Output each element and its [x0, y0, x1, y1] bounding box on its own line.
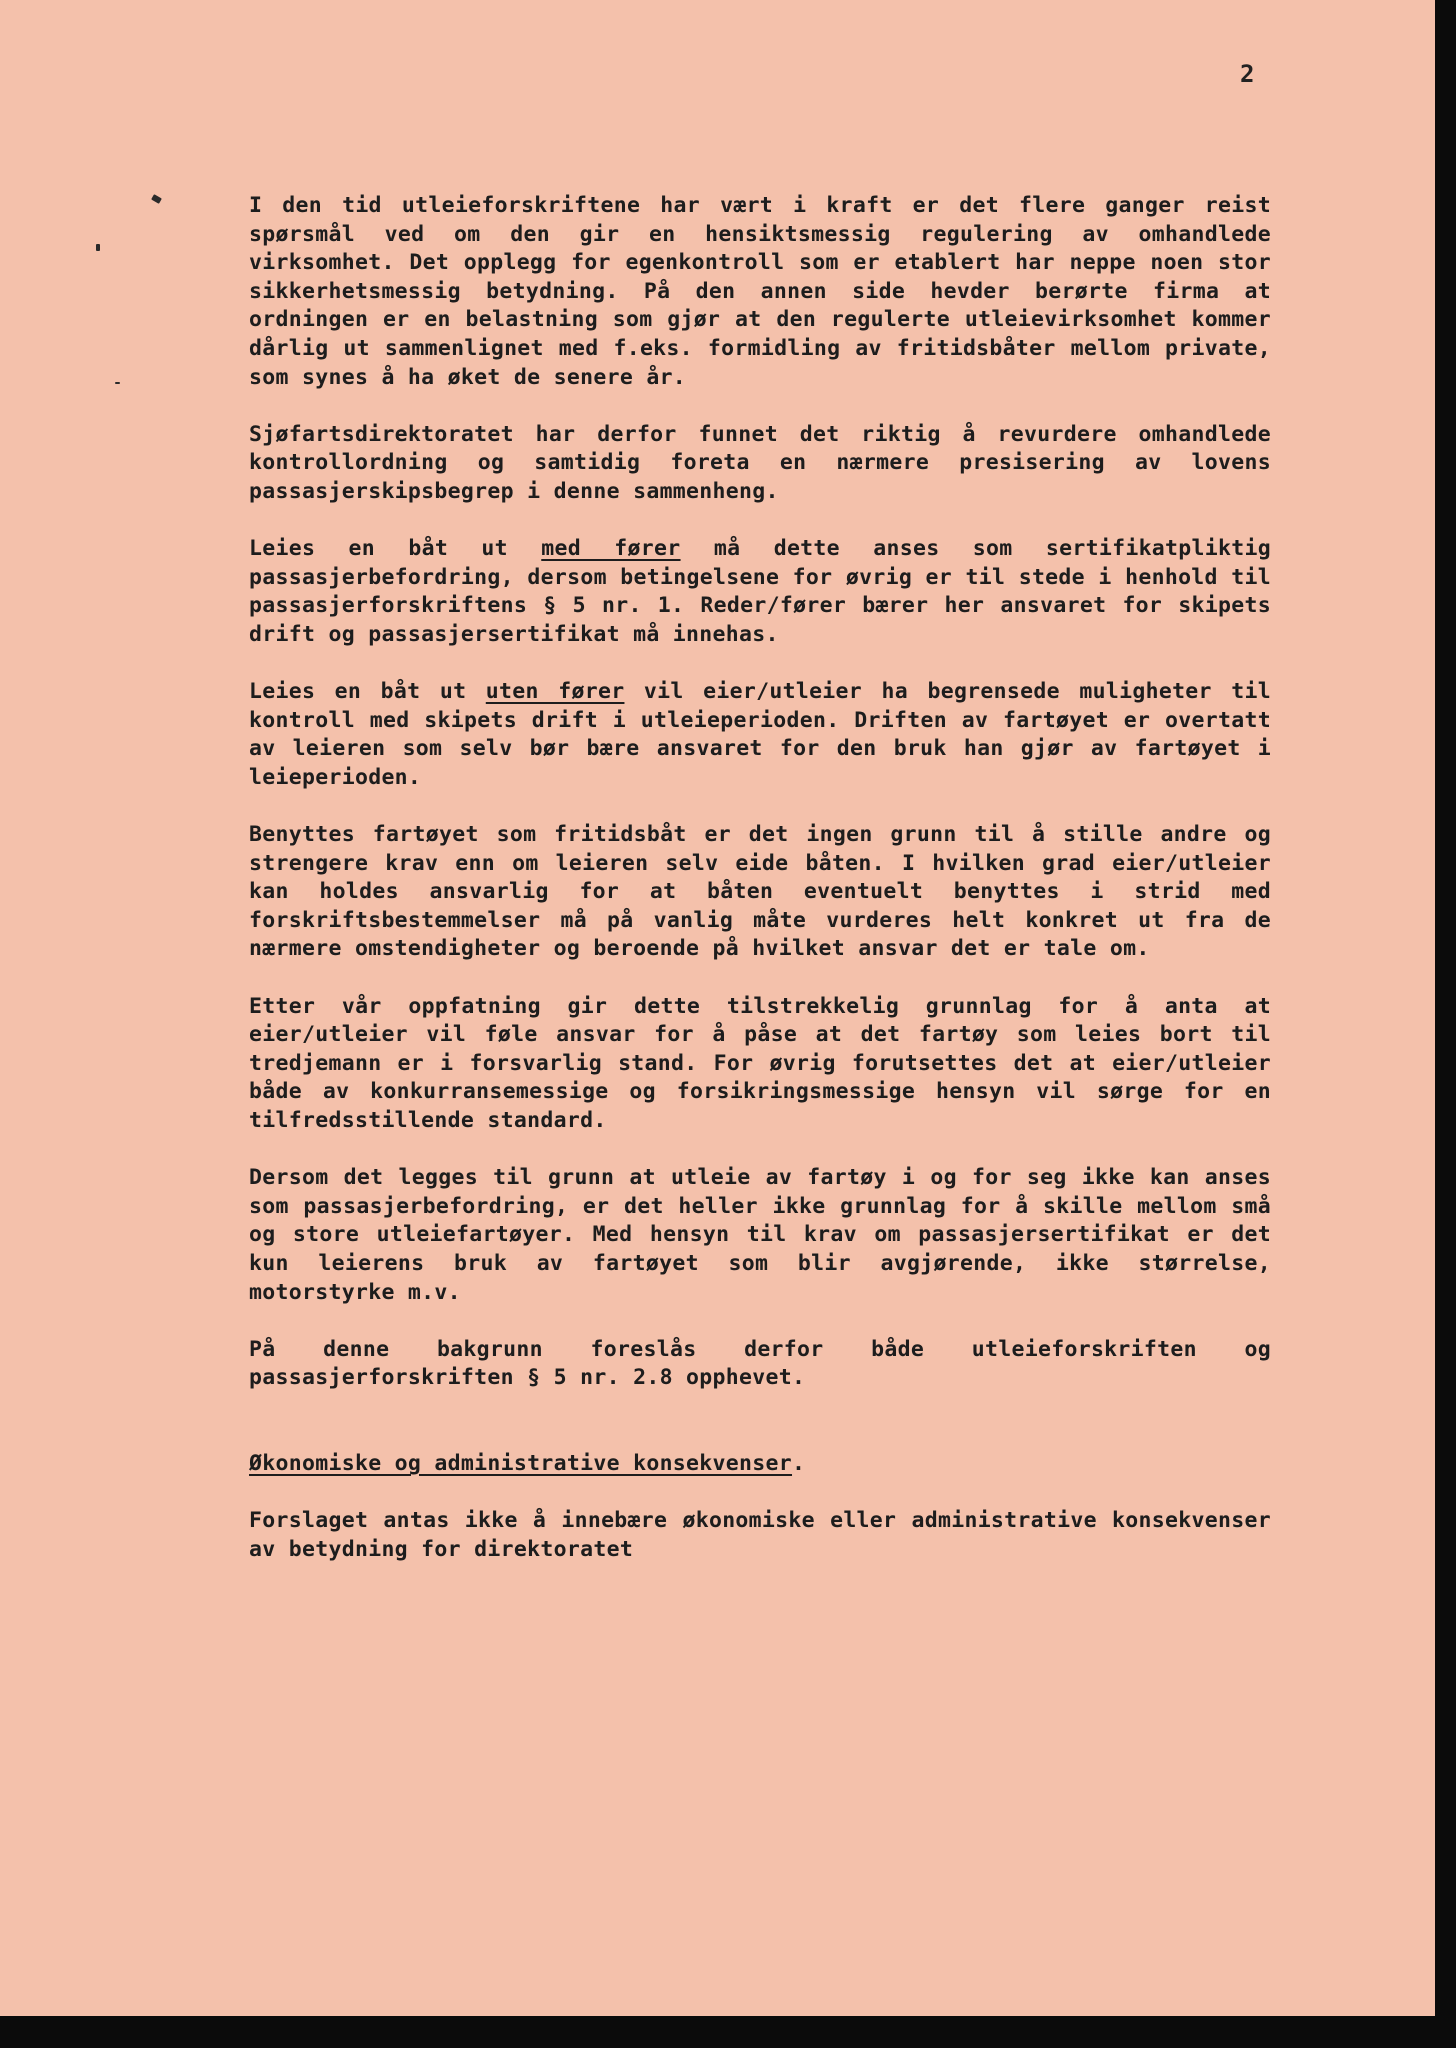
underlined-phrase: uten fører [485, 679, 625, 705]
paragraph-text: Leies en båt ut [249, 536, 542, 562]
paragraph: Etter vår oppfatning gir dette tilstrekkelig grunnlag for å anta at eier/utleier vil føle ansvar for å påse at det fartøy som leies bort til tredjemann er i forsvarlig stand. For øvrig forutsettes det at eier/utleier både av konkurransemessige og forsikringsmessige hensyn vil sørge for en tilfredsstillende standard. [249, 993, 1271, 1133]
paragraph [249, 535, 1271, 649]
paragraph [249, 678, 1271, 792]
margin-mark [96, 244, 100, 251]
margin-mark [151, 194, 162, 204]
paragraph-text: må dette anses som sertifikatpliktig passasjerbefordring, dersom betingelsene for øvrig er til stede i henhold til passasjerforskriftens § 5 nr. 1. Reder/fører bærer her ansvaret for skipets drift og passasjersertifikat må innehas. [249, 536, 1272, 647]
paragraph-text: vil eier/utleier ha begrensede muligheter til kontroll med skipets drift i utleieperioden. Driften av fartøyet er overtatt av leieren som selv bør bære ansvaret for den bruk han gjør av fartøyet i leieperioden. [249, 679, 1271, 790]
section-heading-text: Økonomiske og administrative konsekvenser [249, 1450, 793, 1476]
section-heading [249, 1450, 1271, 1479]
letter-body [249, 192, 1271, 1593]
paragraph: Forslaget antas ikke å innebære økonomiske eller administrative konsekvenser av betydning for direktoratet [249, 1508, 1271, 1562]
paragraph: Benyttes fartøyet som fritidsbåt er det ingen grunn til å stille andre og strengere krav enn om leieren selv eide båten. I hvilken grad eier/utleier kan holdes ansvarlig for at båten eventuelt benyttes i strid med forskriftsbestemmelser må på vanlig måte vurderes helt konkret ut fra de nærmere omstendigheter og beroende på hvilket ansvar det er tale om. [249, 822, 1271, 962]
paragraph: I den tid utleieforskriftene har vært i kraft er det flere ganger reist spørsmål ved om den gir en hensiktsmessig regulering av omhandlede virksomhet. Det opplegg for egenkontroll som er etablert har neppe noen stor sikkerhetsmessig betydning. På den annen side hevder berørte firma at ordningen er en belastning som gjør at den regulerte utleievirksomhet kommer dårlig ut sammenlignet med f.eks. formidling av fritidsbåter mellom private, som synes å ha øket de senere år. [249, 193, 1271, 390]
paragraph: Dersom det legges til grunn at utleie av fartøy i og for seg ikke kan anses som passasjerbefordring, er det heller ikke grunnlag for å skille mellom små og store utleiefartøyer. Med hensyn til krav om passasjersertifikat er det kun leierens bruk av fartøyet som blir avgjørende, ikke størrelse, motorstyrke m.v. [249, 1165, 1271, 1305]
paragraph: På denne bakgrunn foreslås derfor både utleieforskriften og passasjerforskriften § 5 nr. 2.8 opphevet. [249, 1336, 1271, 1391]
underlined-phrase: med fører [541, 536, 681, 562]
margin-mark [115, 382, 120, 384]
section-heading-suffix: . [792, 1450, 806, 1476]
page-number: 2 [1240, 60, 1255, 88]
paragraph: Sjøfartsdirektoratet har derfor funnet det riktig å revurdere omhandlede kontrollordning og samtidig foreta en nærmere presisering av lovens passasjerskipsbegrep i denne sammenheng. [249, 421, 1271, 504]
paragraph-text: Leies en båt ut [249, 679, 486, 705]
